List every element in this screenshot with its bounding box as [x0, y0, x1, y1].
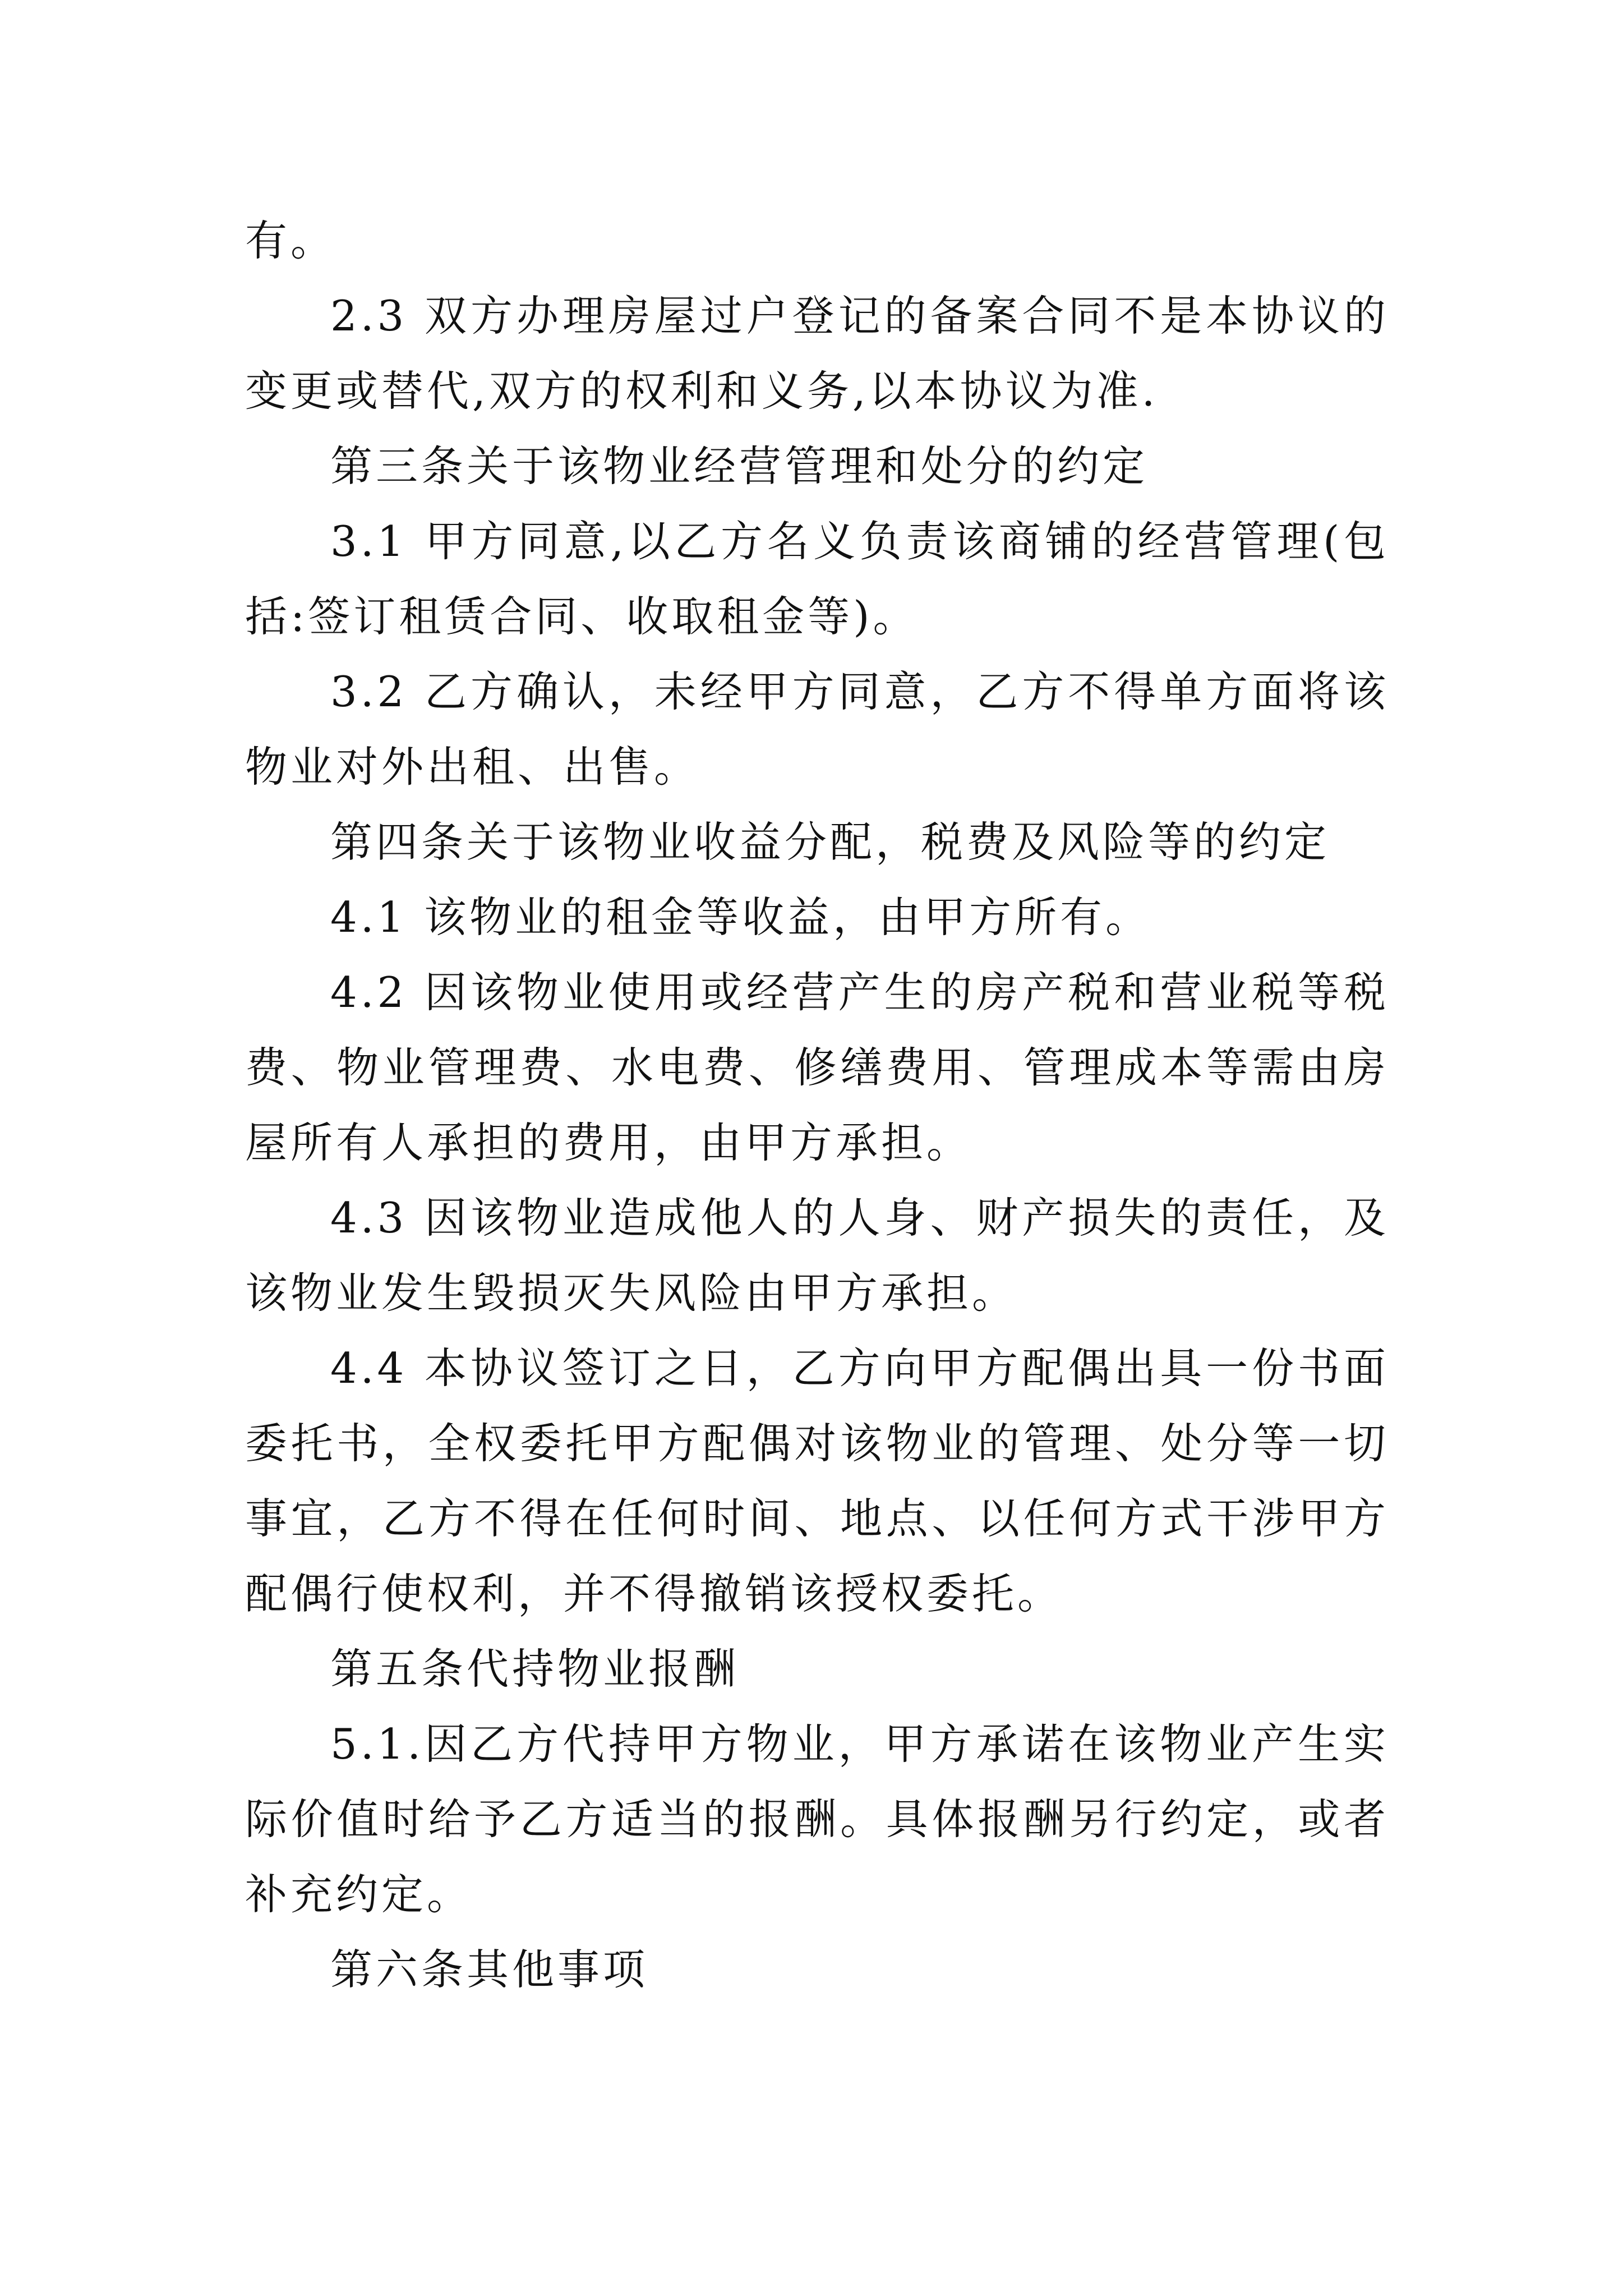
clause-4-3: 4.3 因该物业造成他人的人身、财产损失的责任，及该物业发生毁损灭失风险由甲方承担。	[245, 1193, 1389, 1318]
clause-3-2: 3.2 乙方确认，未经甲方同意，乙方不得单方面将该物业对外出租、出售。	[245, 667, 1389, 792]
paragraph-continuation: 有。	[245, 216, 336, 265]
clause-5-1: 5.1.因乙方代持甲方物业，甲方承诺在该物业产生实际价值时给予乙方适当的报酬。具体报酬另行约定，或者补充约定。	[245, 1719, 1389, 1919]
article-5-heading: 第五条代持物业报酬	[330, 1644, 740, 1694]
clause-4-2: 4.2 因该物业使用或经营产生的房产税和营业税等税费、物业管理费、水电费、修缮费用、管理成本等需由房屋所有人承担的费用，由甲方承担。	[245, 968, 1389, 1167]
clause-4-1: 4.1 该物业的租金等收益，由甲方所有。	[330, 892, 1151, 942]
clause-2-3: 2.3 双方办理房屋过户登记的备案合同不是本协议的变更或替代,双方的权利和义务,以本协议为准.	[245, 291, 1389, 416]
document-body	[245, 203, 1389, 2007]
clause-4-4: 4.4 本协议签订之日，乙方向甲方配偶出具一份书面委托书，全权委托甲方配偶对该物业的管理、处分等一切事宜，乙方不得在任何时间、地点、以任何方式干涉甲方配偶行使权利，并不得撤销该授权委托。	[245, 1343, 1389, 1618]
article-4-heading: 第四条关于该物业收益分配，税费及风险等的约定	[330, 817, 1330, 867]
article-6-heading: 第六条其他事项	[330, 1945, 649, 1994]
clause-3-1: 3.1 甲方同意,以乙方名义负责该商铺的经营管理(包括:签订租赁合同、收取租金等)。	[245, 517, 1389, 641]
article-3-heading: 第三条关于该物业经营管理和处分的约定	[330, 441, 1149, 491]
